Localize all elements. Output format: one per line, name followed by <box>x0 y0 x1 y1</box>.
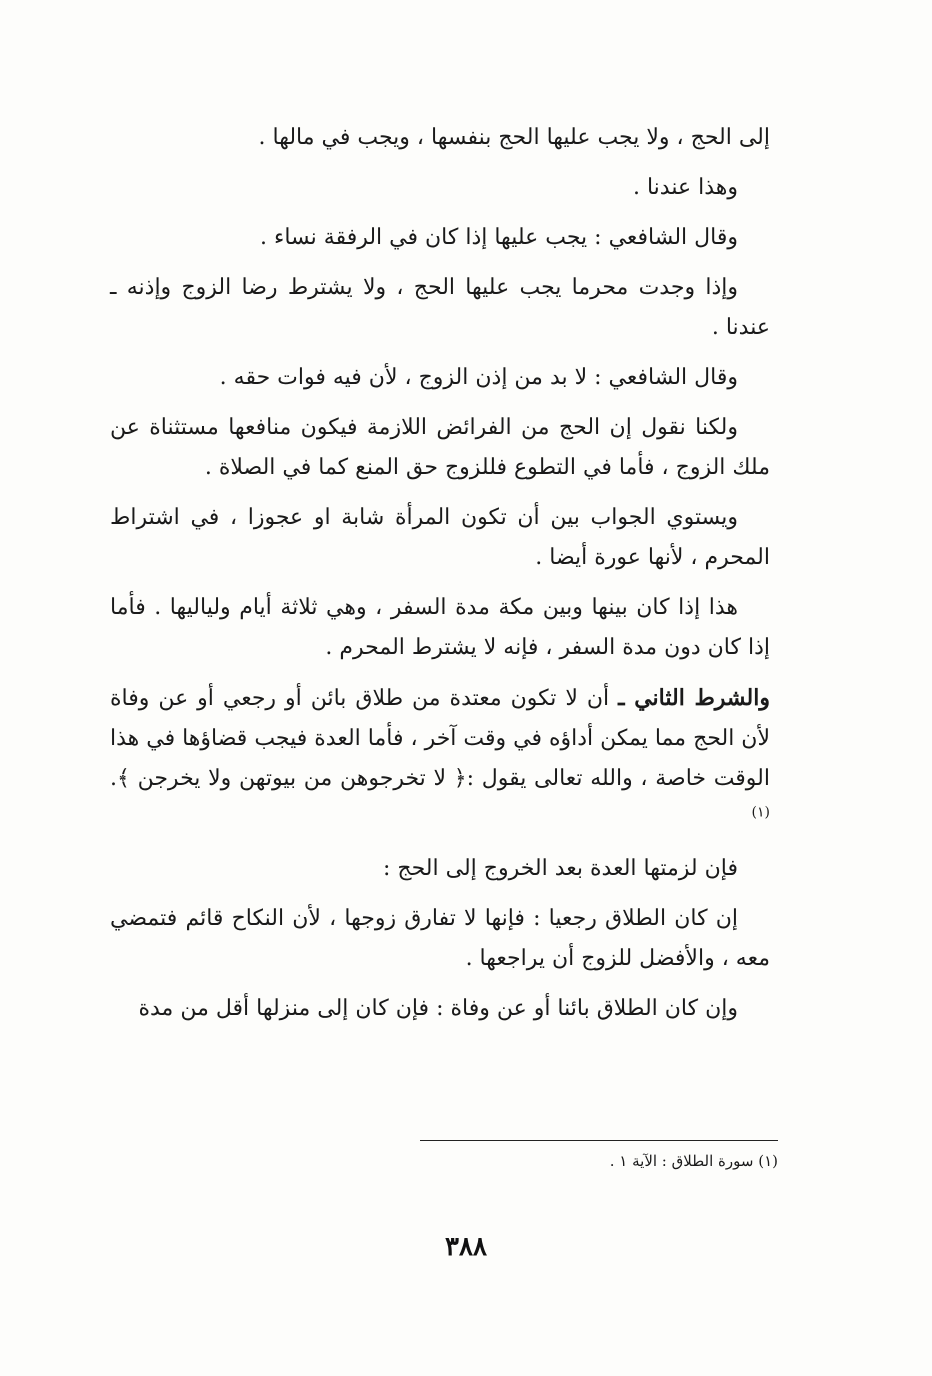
footnote: (١) سورة الطلاق : الآية ١ . <box>609 1152 778 1170</box>
paragraph-second-condition <box>110 678 770 839</box>
paragraph-11: إن كان الطلاق رجعيا : فإنها لا تفارق زوجها ، لأن النكاح قائم فتمضي معه ، والأفضل للزوج أن يراجعها . <box>110 906 770 971</box>
main-text <box>110 118 770 1039</box>
paragraph-5: وقال الشافعي : لا بد من إذن الزوج ، لأن فيه فوات حقه . <box>219 365 738 390</box>
paragraph-12: وإن كان الطلاق بائنا أو عن وفاة : فإن كان إلى منزلها أقل من مدة <box>138 996 738 1021</box>
paragraph-6: ولكنا نقول إن الحج من الفرائض اللازمة فيكون منافعها مستثناة عن ملك الزوج ، فأما في التطوع فللزوج حق المنع كما في الصلاة . <box>110 415 770 480</box>
second-condition-lead: والشرط الثاني ـ <box>618 685 770 711</box>
paragraph-7: ويستوي الجواب بين أن تكون المرأة شابة او عجوزا ، في اشتراط المحرم ، لأنها عورة أيضا . <box>110 505 770 570</box>
footnote-divider <box>420 1140 778 1141</box>
paragraph-2: وهذا عندنا . <box>632 175 738 200</box>
second-condition-body: أن لا تكون معتدة من طلاق بائن أو رجعي أو عن وفاة لأن الحج مما يمكن أداؤه في وقت آخر ، فأما العدة فيجب قضاؤها في هذا الوقت خاصة ، والله تعالى يقول :﴿ لا تخرجوهن من بيوتهن ولا يخرجن ﴾. <box>110 686 770 791</box>
paragraph-1: إلى الحج ، ولا يجب عليها الحج بنفسها ، ويجب في مالها . <box>258 125 770 150</box>
page-number: ٣٨٨ <box>445 1232 487 1262</box>
paragraph-4: وإذا وجدت محرما يجب عليها الحج ، ولا يشترط رضا الزوج وإذنه ـ عندنا . <box>110 275 770 340</box>
paragraph-3: وقال الشافعي : يجب عليها إذا كان في الرفقة نساء . <box>260 225 738 250</box>
paragraph-8: هذا إذا كان بينها وبين مكة مدة السفر ، وهي ثلاثة أيام ولياليها . فأما إذا كان دون مدة السفر ، فإنه لا يشترط المحرم . <box>110 595 770 660</box>
footnote-marker: (١) <box>751 804 770 821</box>
paragraph-10: فإن لزمتها العدة بعد الخروج إلى الحج : <box>383 856 738 881</box>
